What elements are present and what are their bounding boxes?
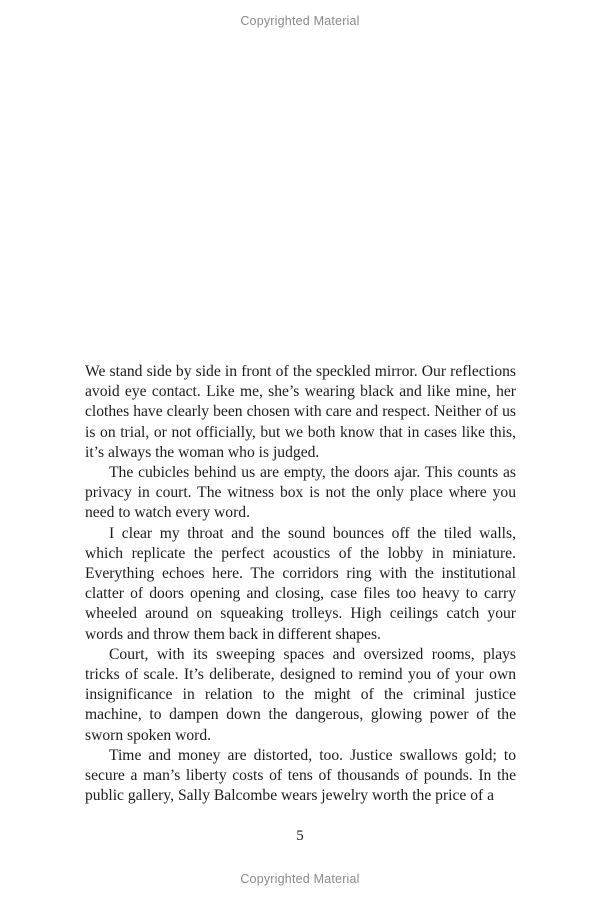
copyright-notice-bottom: Copyrighted Material	[240, 872, 360, 886]
page-number: 5	[296, 828, 304, 844]
paragraph: The cubicles behind us are empty, the doors ajar. This counts as privacy in court. The witness box is not the only place where you need to watch every word.	[85, 464, 516, 522]
paragraph: We stand side by side in front of the speckled mirror. Our reflections avoid eye contact. Like me, she’s wearing black and like mine, her clothes have clearly been chosen with care and respect. Neither of us is on trial, or not officially, but we both know that in cases like this, it’s always the woman who is judged.	[85, 363, 516, 461]
copyright-notice-top: Copyrighted Material	[240, 14, 360, 28]
page-text-block	[85, 362, 516, 806]
paragraph: Time and money are distorted, too. Justice swallows gold; to secure a man’s liberty costs of tens of thousands of pounds. In the public gallery, Sally Balcombe wears jewelry worth the price of a	[85, 746, 516, 805]
paragraph: I clear my throat and the sound bounces off the tiled walls, which replicate the perfect acoustics of the lobby in miniature. Everything echoes here. The corridors ring with the institutional clatter of doors opening and closing, case files too heavy to carry wheeled around on squeaking trolleys. High ceilings catch your words and throw them back in different shapes.	[85, 524, 516, 643]
paragraph: Court, with its sweeping spaces and oversized rooms, plays tricks of scale. It’s deliberate, designed to remind you of your own insignificance in relation to the might of the criminal justice machine, to dampen down the dangerous, glowing power of the sworn spoken word.	[85, 645, 516, 744]
